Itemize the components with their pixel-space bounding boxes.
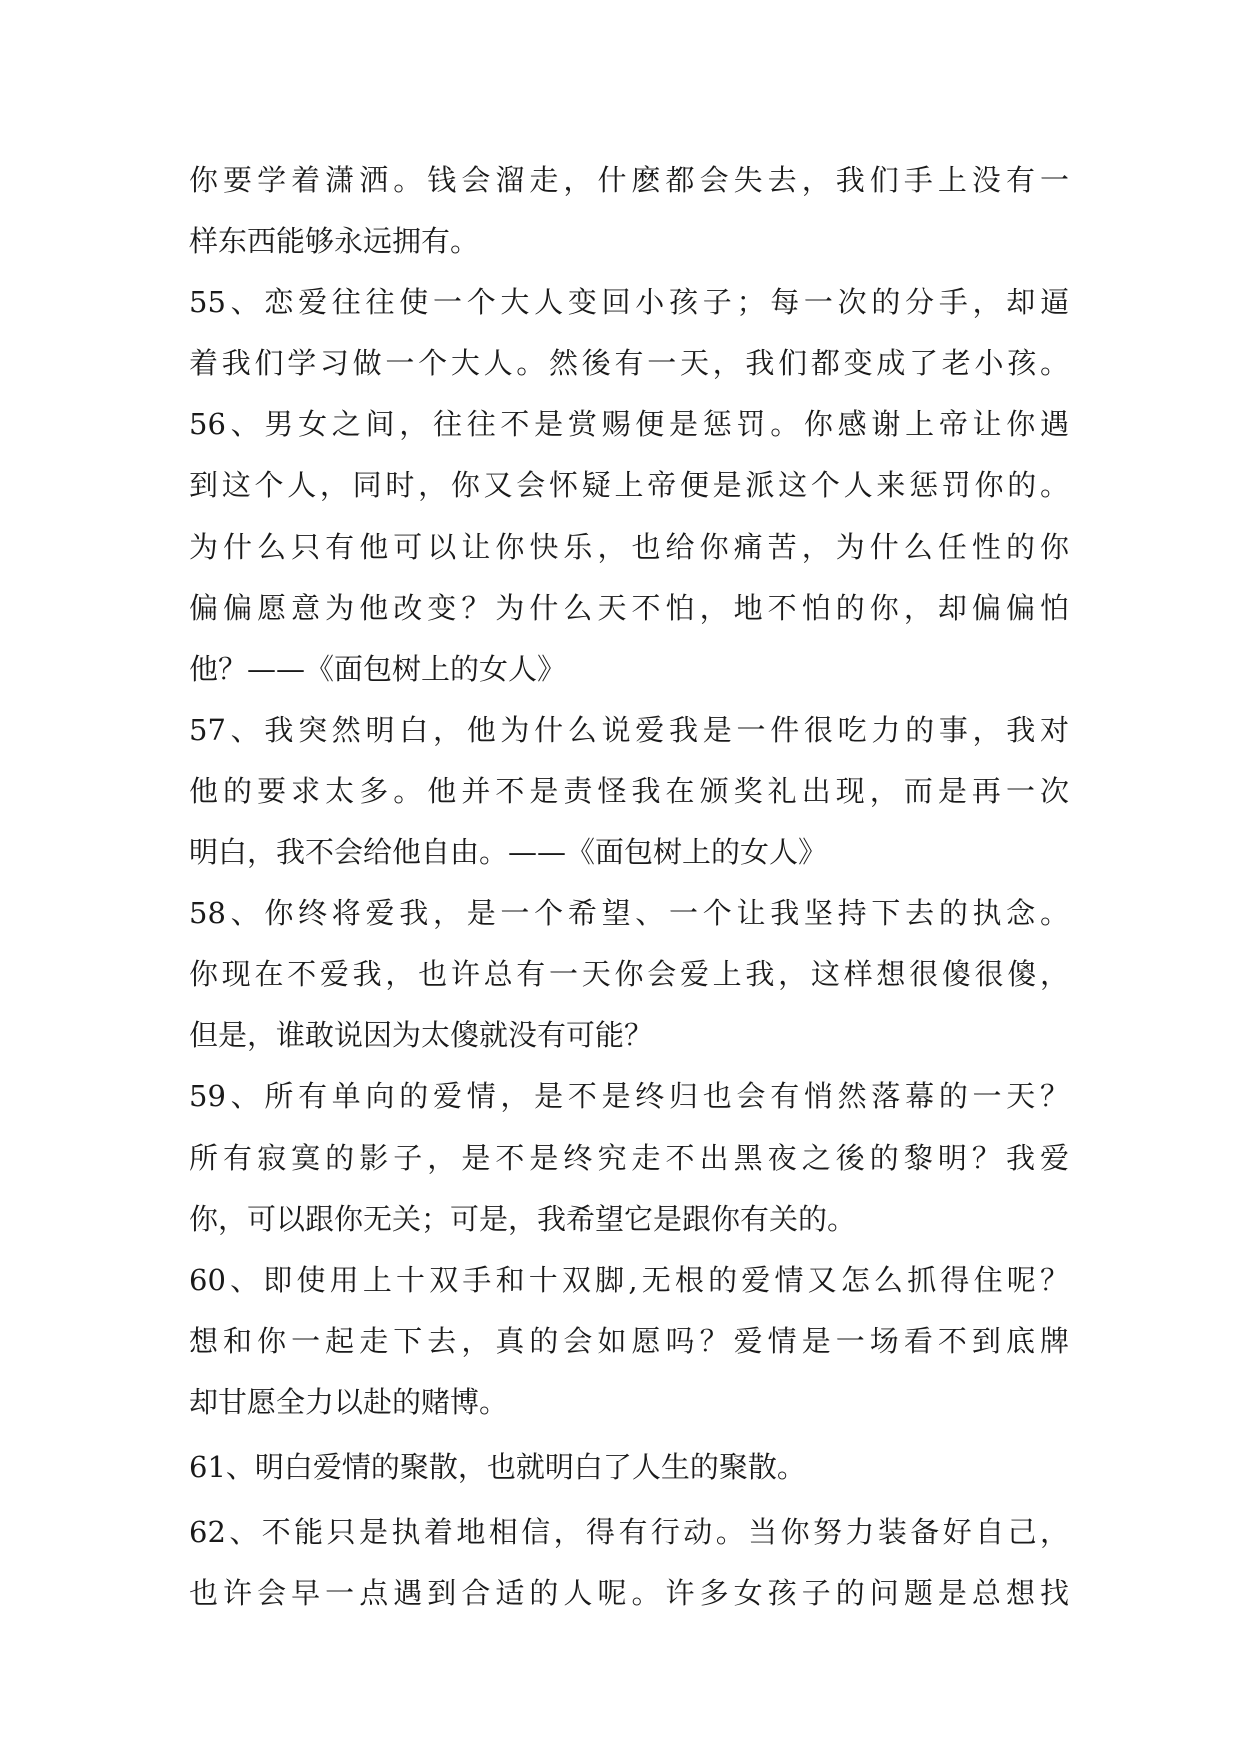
text-line: 62、不能只是执着地相信，得有行动。当你努力装备好自己， [189,1515,1069,1550]
text-line: 60、即使用上十双手和十双脚,无根的爱情又怎么抓得住呢？ [189,1262,1069,1297]
text-line: 着我们学习做一个大人。然後有一天，我们都变成了老小孩。 [189,346,1069,381]
text-line: 想和你一起走下去，真的会如愿吗？爱情是一场看不到底牌 [189,1323,1069,1358]
text-line: 58、你终将爱我，是一个希望、一个让我坚持下去的执念。 [189,896,1069,931]
body-text [189,150,1069,1624]
text-line: 到这个人，同时，你又会怀疑上帝便是派这个人来惩罚你的。 [189,468,1069,503]
text-line: 样东西能够永远拥有。 [189,224,480,259]
text-line: 55、恋爱往往使一个大人变回小孩子；每一次的分手，却逼 [189,285,1069,320]
text-line: 他？——《面包树上的女人》 [189,651,567,686]
text-line: 你，可以跟你无关；可是，我希望它是跟你有关的。 [189,1201,857,1236]
text-line: 56、男女之间，往往不是赏赐便是惩罚。你感谢上帝让你遇 [189,407,1069,442]
text-line: 你要学着潇洒。钱会溜走，什麽都会失去，我们手上没有一 [189,163,1069,197]
text-line: 偏偏愿意为他改变？为什么天不怕，地不怕的你，却偏偏怕 [189,590,1069,625]
text-line: 所有寂寞的影子，是不是终究走不出黑夜之後的黎明？我爱 [189,1140,1069,1175]
text-line: 明白，我不会给他自由。——《面包树上的女人》 [189,835,828,870]
text-line: 61、明白爱情的聚散，也就明白了人生的聚散。 [189,1449,806,1484]
text-line: 但是，谁敢说因为太傻就没有可能？ [189,1018,654,1053]
text-line: 57、我突然明白，他为什么说爱我是一件很吃力的事，我对 [189,712,1069,747]
text-line: 他的要求太多。他并不是责怪我在颁奖礼出现，而是再一次 [189,773,1069,808]
text-line: 却甘愿全力以赴的赌博。 [189,1384,509,1419]
text-line: 你现在不爱我，也许总有一天你会爱上我，这样想很傻很傻， [189,957,1069,992]
text-line: 59、所有单向的爱情，是不是终归也会有悄然落幕的一天？ [189,1079,1069,1114]
text-line: 为什么只有他可以让你快乐，也给你痛苦，为什么任性的你 [189,529,1069,564]
text-line: 也许会早一点遇到合适的人呢。许多女孩子的问题是总想找 [189,1576,1069,1611]
